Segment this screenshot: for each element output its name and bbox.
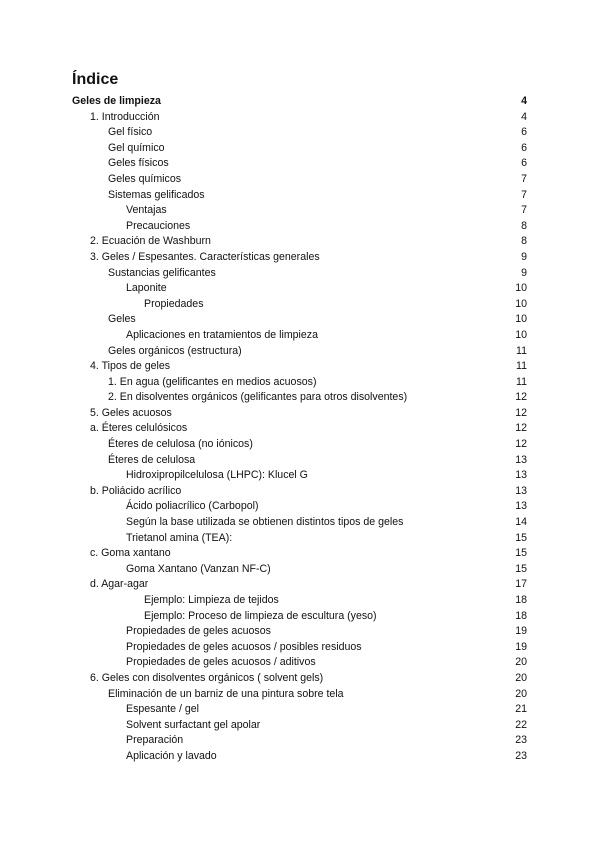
toc-entry-page: 11: [516, 375, 527, 388]
toc-entry[interactable]: [0, 546, 600, 562]
toc-entry-page: 4: [521, 95, 527, 107]
toc-entry-page: 12: [515, 422, 527, 435]
toc-entry-page: 13: [515, 469, 527, 482]
toc-entry-page: 22: [515, 718, 527, 731]
toc-entry-label: Según la base utilizada se obtienen distintos tipos de geles: [126, 516, 404, 529]
toc-entry-page: 8: [521, 219, 527, 232]
toc-entry-page: 9: [521, 250, 527, 263]
toc-entry-label: Ácido poliacrílico (Carbopol): [126, 500, 259, 513]
toc-entry[interactable]: [0, 499, 600, 515]
toc-entry-page: 15: [515, 547, 527, 560]
toc-entry[interactable]: [0, 375, 600, 391]
toc-entry-page: 13: [515, 500, 527, 513]
toc-entry-page: 15: [515, 531, 527, 544]
toc-entry[interactable]: [0, 437, 600, 453]
toc-entry-label: Propiedades de geles acuosos: [126, 625, 271, 638]
toc-entry-page: 7: [521, 172, 527, 185]
toc-entry[interactable]: [0, 655, 600, 671]
toc-entry[interactable]: [0, 687, 600, 703]
toc-entry[interactable]: [0, 141, 600, 157]
toc-entry[interactable]: [0, 562, 600, 578]
toc-entry[interactable]: [0, 484, 600, 500]
toc-entry[interactable]: [0, 234, 600, 250]
toc-entry[interactable]: [0, 110, 600, 126]
toc-entry[interactable]: [0, 593, 600, 609]
toc-entry-page: 11: [516, 360, 527, 373]
toc-entry[interactable]: [0, 250, 600, 266]
toc-entry-page: 13: [515, 453, 527, 466]
toc-entry[interactable]: [0, 328, 600, 344]
toc-entry[interactable]: [0, 188, 600, 204]
toc-entry[interactable]: [0, 125, 600, 141]
toc-entry-label: d. Agar-agar: [90, 578, 149, 591]
toc-entry-label: Aplicaciones en tratamientos de limpieza: [126, 328, 318, 341]
page-title: Índice: [72, 71, 119, 88]
toc-entry-page: 12: [515, 438, 527, 451]
toc-entry-label: Solvent surfactant gel apolar: [126, 718, 261, 731]
toc-entry[interactable]: [0, 640, 600, 656]
toc-entry-page: 14: [515, 516, 527, 529]
toc-entry[interactable]: [0, 749, 600, 765]
toc-entry-page: 12: [515, 406, 527, 419]
toc-entry[interactable]: [0, 266, 600, 282]
toc-entry-label: Ventajas: [126, 204, 167, 217]
toc-entry-page: 12: [515, 391, 527, 404]
toc-entry[interactable]: [0, 515, 600, 531]
toc-entry[interactable]: [0, 702, 600, 718]
toc-entry-label: Aplicación y lavado: [126, 749, 217, 762]
toc-entry-label: 6. Geles con disolventes orgánicos ( solvent gels): [90, 671, 324, 684]
toc-entry-label: Éteres de celulosa (no iónicos): [108, 438, 253, 451]
toc-entry-label: 4. Tipos de geles: [90, 360, 171, 373]
toc-entry-label: Gel químico: [108, 141, 165, 154]
toc-entry-label: Geles físicos: [108, 157, 169, 170]
toc-entry-page: 10: [515, 297, 527, 310]
toc-entry-page: 10: [515, 282, 527, 295]
table-of-contents: [0, 94, 600, 765]
toc-entry-page: 6: [521, 141, 527, 154]
toc-entry-label: Preparación: [126, 734, 184, 747]
toc-entry[interactable]: [0, 624, 600, 640]
toc-entry-label: Espesante / gel: [126, 703, 200, 716]
toc-entry-page: 18: [515, 609, 527, 622]
toc-entry-label: 3. Geles / Espesantes. Características generales: [90, 250, 320, 263]
toc-entry-label: 5. Geles acuosos: [90, 406, 172, 419]
toc-entry-page: 19: [515, 640, 527, 653]
toc-entry-label: Propiedades: [144, 297, 204, 310]
toc-entry-page: 8: [521, 235, 527, 248]
toc-entry[interactable]: [0, 718, 600, 734]
toc-entry[interactable]: [0, 609, 600, 625]
toc-entry[interactable]: [0, 733, 600, 749]
toc-entry-label: 1. Introducción: [90, 110, 160, 123]
toc-entry-label: Laponite: [126, 282, 167, 295]
toc-entry-page: 20: [515, 671, 527, 684]
toc-entry-label: a. Éteres celulósicos: [90, 422, 188, 435]
toc-entry[interactable]: [0, 94, 600, 110]
toc-entry-label: Ejemplo: Limpieza de tejidos: [144, 594, 279, 606]
toc-entry-page: 7: [521, 188, 527, 201]
toc-entry-page: 20: [515, 656, 527, 669]
toc-entry-label: Sistemas gelificados: [108, 188, 205, 201]
toc-entry[interactable]: [0, 203, 600, 219]
toc-entry-label: 1. En agua (gelificantes en medios acuosos): [108, 375, 317, 388]
toc-entry-label: Gel físico: [108, 126, 153, 139]
toc-entry[interactable]: [0, 281, 600, 297]
toc-entry[interactable]: [0, 156, 600, 172]
toc-entry-page: 4: [521, 110, 527, 123]
toc-entry-label: Ejemplo: Proceso de limpieza de escultura (yeso): [144, 609, 377, 622]
toc-entry[interactable]: [0, 390, 600, 406]
toc-entry-page: 17: [515, 578, 527, 591]
toc-entry-page: 6: [521, 126, 527, 139]
toc-entry-page: 23: [515, 734, 527, 747]
toc-entry[interactable]: [0, 344, 600, 360]
toc-entry[interactable]: [0, 453, 600, 469]
toc-entry-page: 15: [515, 562, 527, 575]
toc-entry-label: Sustancias gelificantes: [108, 266, 216, 279]
toc-entry-label: 2. Ecuación de Washburn: [90, 235, 211, 248]
toc-entry-page: 19: [515, 625, 527, 638]
toc-entry-label: Trietanol amina (TEA):: [126, 531, 233, 544]
toc-entry[interactable]: [0, 671, 600, 687]
toc-entry-label: Geles orgánicos (estructura): [108, 344, 242, 357]
toc-entry-label: c. Goma xantano: [90, 547, 171, 560]
toc-entry-label: Geles químicos: [108, 172, 182, 185]
toc-entry-page: 10: [515, 313, 527, 326]
toc-entry[interactable]: [0, 421, 600, 437]
toc-entry-page: 6: [521, 157, 527, 170]
toc-entry[interactable]: [0, 577, 600, 593]
toc-entry-label: Hidroxipropilcelulosa (LHPC): Klucel G: [126, 469, 308, 482]
toc-entry[interactable]: [0, 297, 600, 313]
toc-entry[interactable]: [0, 312, 600, 328]
toc-entry-label: Eliminación de un barniz de una pintura sobre tela: [108, 687, 344, 700]
toc-entry-page: 21: [515, 703, 527, 716]
toc-entry-label: 2. En disolventes orgánicos (gelificantes para otros disolventes): [108, 391, 408, 404]
toc-entry-page: 18: [515, 594, 527, 606]
toc-entry-page: 20: [515, 687, 527, 700]
toc-entry-page: 23: [515, 749, 527, 762]
toc-entry-label: Propiedades de geles acuosos / posibles residuos: [126, 640, 362, 653]
toc-entry-label: Éteres de celulosa: [108, 453, 196, 466]
toc-entry[interactable]: [0, 359, 600, 375]
toc-entry-page: 10: [515, 328, 527, 341]
toc-entry-label: Geles: [108, 313, 136, 326]
toc-entry-page: 7: [521, 204, 527, 217]
toc-entry-page: 11: [516, 344, 527, 357]
toc-entry[interactable]: [0, 219, 600, 235]
toc-entry[interactable]: [0, 172, 600, 188]
toc-entry-label: Propiedades de geles acuosos / aditivos: [126, 656, 316, 669]
toc-entry[interactable]: [0, 468, 600, 484]
toc-entry-label: Precauciones: [126, 219, 191, 232]
toc-entry[interactable]: [0, 406, 600, 422]
toc-entry-label: Geles de limpieza: [72, 95, 161, 107]
toc-entry-label: Goma Xantano (Vanzan NF-C): [126, 562, 271, 575]
toc-entry-page: 13: [515, 484, 527, 497]
toc-entry[interactable]: [0, 531, 600, 547]
toc-entry-label: b. Poliácido acrílico: [90, 484, 182, 497]
toc-entry-page: 9: [521, 266, 527, 279]
